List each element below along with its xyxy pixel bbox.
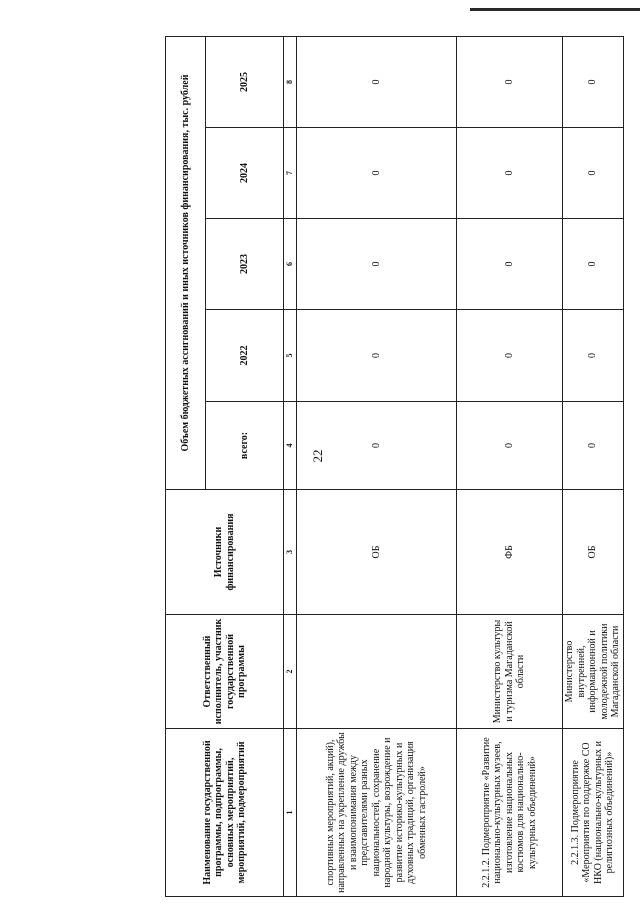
column-number: 1	[284, 729, 297, 897]
row-total: 0	[297, 402, 457, 490]
row-2022: 0	[563, 310, 624, 402]
row-2024: 0	[297, 128, 457, 219]
row-source: ОБ	[563, 490, 624, 615]
column-number: 4	[284, 402, 297, 490]
header-2024: 2024	[206, 128, 284, 219]
column-number: 2	[284, 615, 297, 729]
row-2023: 0	[297, 219, 457, 310]
header-2022: 2022	[206, 310, 284, 402]
row-executor	[297, 615, 457, 729]
header-volume: Объем бюджетных ассигнований и иных источников финансирования, тыс. рублей	[166, 37, 206, 490]
table-row	[297, 37, 457, 897]
header-source: Источники финансирования	[166, 490, 284, 615]
row-source: ФБ	[457, 490, 563, 615]
header-total: всего:	[206, 402, 284, 490]
row-total: 0	[457, 402, 563, 490]
row-name: спортивных мероприятий, акций), направленных на укрепление дружбы и взаимопонимания между представителями разных национальностей, сохранение народной культуры, возрождение и развитие историко-культурных и духовных традиций, организация обменных гастролей»	[297, 729, 457, 897]
header-name: Наименование государственной программы, подпрограммы, основных мероприятий, мероприятий, подмероприятий	[166, 729, 284, 897]
financing-table-wrapper	[165, 37, 621, 897]
table-row	[457, 37, 563, 897]
column-number: 6	[284, 219, 297, 310]
row-2025: 0	[457, 37, 563, 128]
column-number: 7	[284, 128, 297, 219]
row-2025: 0	[563, 37, 624, 128]
row-source: ОБ	[297, 490, 457, 615]
row-name: 2.2.1.3. Подмероприятие «Мероприятия по поддержке СО НКО (национально-культурных и религиозных объединений)»	[563, 729, 624, 897]
column-number: 8	[284, 37, 297, 128]
row-2024: 0	[457, 128, 563, 219]
row-2024: 0	[563, 128, 624, 219]
row-total: 0	[563, 402, 624, 490]
row-name: 2.2.1.2. Подмероприятие «Развитие национально-культурных музеев, изготовление национальных костюмов для национально-культурных объединений»	[457, 729, 563, 897]
row-2022: 0	[297, 310, 457, 402]
page-number: 22	[310, 449, 325, 463]
column-number: 5	[284, 310, 297, 402]
header-2025: 2025	[206, 37, 284, 128]
table-row	[563, 37, 624, 897]
row-executor: Министерство культуры и туризма Магаданской области	[457, 615, 563, 729]
row-executor: Министерство внутренней, информационной и молодежной политики Магаданской области	[563, 615, 624, 729]
row-2025: 0	[297, 37, 457, 128]
column-number: 3	[284, 490, 297, 615]
row-2023: 0	[457, 219, 563, 310]
row-2022: 0	[457, 310, 563, 402]
financing-table	[165, 36, 624, 897]
scan-edge-mark	[470, 8, 640, 11]
header-2023: 2023	[206, 219, 284, 310]
header-executor: Ответственный исполнитель, участник государственной программы	[166, 615, 284, 729]
row-2023: 0	[563, 219, 624, 310]
